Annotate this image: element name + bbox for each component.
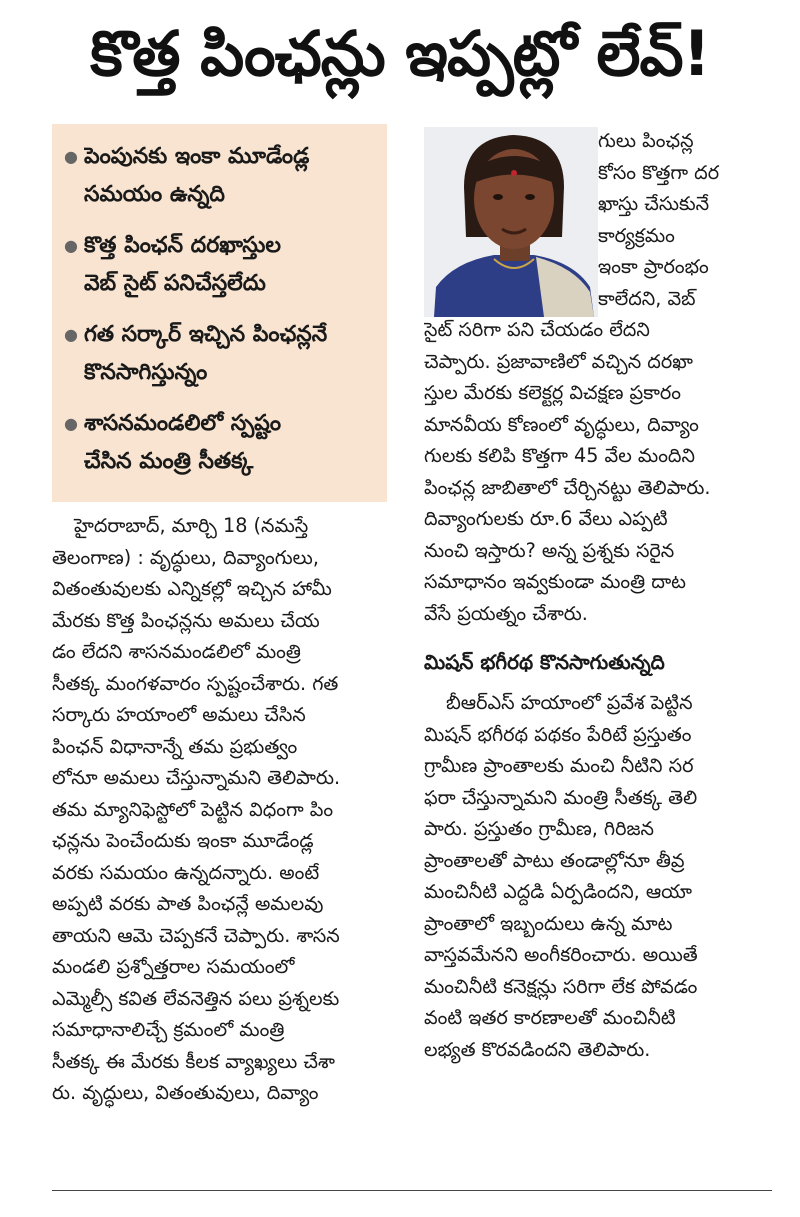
text-line: సమాధానాలిచ్చే క్రమంలో మంత్రి (52, 1018, 285, 1041)
text-line: ప్రాంతాలో ఇబ్బందులు ఉన్న మాట (424, 911, 673, 935)
bullet-icon: ● (64, 325, 78, 344)
highlight-text (84, 138, 309, 214)
text-line: పింఛన్‌ విధానాన్నే తమ ప్రభుత్వం (52, 734, 298, 758)
highlight-text (84, 227, 281, 303)
text-line: మానవీయ కోణంలో వృద్ధులు, దివ్యాం (424, 412, 699, 436)
text-line: సైట్‌ సరిగా పని చేయడం లేదని (424, 318, 650, 341)
right-column-body (424, 314, 770, 629)
text-line: లభ్యత కొరవడిందని తెలిపారు. (424, 1037, 651, 1061)
text-line: ఫరా చేస్తున్నామని మంత్రి సీతక్క తెలి (424, 785, 698, 809)
text-line: గులు పింఛన్ల (598, 129, 694, 152)
text-line: పింఛన్ల జాబితాలో చేర్చినట్టు తెలిపారు. (424, 475, 711, 499)
text-line: వరకు సమయం ఉన్నదన్నారు. అంటే (52, 860, 320, 884)
highlight-text (84, 405, 281, 481)
bullet-icon: ● (64, 414, 78, 433)
bullet-icon: ● (64, 236, 78, 255)
highlight-line: శాసనమండలిలో స్పష్టం (84, 411, 281, 436)
text-line: లోనూ అమలు చేస్తున్నామని తెలిపారు. (52, 766, 341, 789)
right-column (424, 125, 770, 1065)
text-line: మంచినీటి కనెక్షన్లు సరిగా లేక పోవడం (424, 974, 698, 998)
highlight-line: పెంపునకు ఇంకా మూడేండ్ల (84, 144, 310, 169)
text-line: సమాధానం ఇవ్వకుండా మంత్రి దాట (424, 570, 686, 593)
highlight-item (64, 227, 373, 303)
text-line: చెప్పారు. ప్రజావాణిలో వచ్చిన దరఖా (424, 349, 693, 373)
text-line: అప్పటి వరకు పాత పింఛన్లే అమలవు (52, 892, 324, 915)
text-line: సీతక్క ఈ మేరకు కీలక వ్యాఖ్యలు చేశా (52, 1049, 335, 1073)
highlight-line: చేసిన మంత్రి సీతక్క (84, 449, 254, 474)
text-line: ప్రాంతాలతో పాటు తండాల్లోనూ తీవ్ర (424, 848, 685, 872)
text-line: కాలేదని, వెబ్‌ (598, 286, 696, 310)
text-line: వంటి ఇతర కారణాలతో మంచినీటి (424, 1006, 676, 1029)
highlight-text (84, 316, 327, 392)
text-line: వేసే ప్రయత్నం చేశారు. (424, 601, 588, 625)
text-line: ఖాస్తు చేసుకునే (598, 192, 710, 215)
text-line: మిషన్‌ భగీరథ పథకం పేరిటే ప్రస్తుతం (424, 722, 692, 746)
bullet-icon: ● (64, 147, 78, 166)
text-line: డం లేదని శాసనమండలిలో మంత్రి (52, 640, 301, 663)
headline: కొత్త పింఛన్లు ఇప్పట్లో లేవ్‌! (90, 17, 710, 90)
text-line: తాయని ఆమె చెప్పకనే చెప్పారు. శాసన (52, 923, 340, 947)
footer-divider (52, 1190, 772, 1191)
highlights-box (52, 124, 387, 502)
text-line: స్తుల మేరకు కలెక్టర్ల విచక్షణ ప్రకారం (424, 381, 681, 404)
text-line: ఇంకా ప్రారంభం (598, 255, 709, 278)
text-line: హైదరాబాద్‌, మార్చి 18 (నమస్తే (74, 514, 309, 537)
right-column-body-2 (424, 687, 770, 1065)
text-line: తమ మ్యానిఫెస్టోలో పెట్టిన విధంగా పిం (52, 797, 334, 821)
highlight-line: కొత్త పింఛన్‌ దరఖాస్తుల (84, 233, 281, 258)
highlight-line: గత సర్కార్‌ ఇచ్చిన పింఛన్లనే (84, 322, 328, 347)
text-line: కార్యక్రమం (598, 223, 675, 247)
text-line: కోసం కొత్తగా దర (598, 160, 720, 184)
highlight-line: వెబ్‌ సైట్‌ పనిచేస్తలేదు (84, 271, 266, 296)
text-line: వాస్తవమేనని అంగీకరించారు. అయితే (424, 943, 698, 966)
text-line: ఎమ్మెల్సీ కవిత లేవనెత్తిన పలు ప్రశ్నలకు (52, 986, 340, 1010)
text-line: గ్రామీణ ప్రాంతాలకు మంచి నీటిని సర (424, 754, 694, 777)
highlight-item (64, 138, 373, 214)
text-line: సీతక్క మంగళవారం స్పష్టంచేశారు. గత (52, 671, 339, 695)
text-line: దివ్యాంగులకు రూ.6 వేలు ఎప్పటి (424, 507, 668, 530)
text-line: మేరకు కొత్త పింఛన్లను అమలు చేయ (52, 608, 320, 632)
text-line: రు. వృద్ధులు, వితంతువులు, దివ్యాం (52, 1081, 319, 1104)
text-line: వితంతువులకు ఎన్నికల్లో ఇచ్చిన హామీ (52, 577, 332, 600)
highlight-line: సమయం ఉన్నది (84, 182, 225, 207)
right-column-wrap-text (598, 125, 770, 314)
text-line: సర్కారు హయాంలో అమలు చేసిన (52, 703, 306, 726)
highlight-line: కొనసాగిస్తున్నం (84, 360, 208, 385)
text-line: ఛన్లను పెంచేందుకు ఇంకా మూడేండ్ల (52, 829, 314, 852)
text-line: తెలంగాణ) : వృద్ధులు, దివ్యాంగులు, (52, 545, 319, 569)
text-line: నుంచి ఇస్తారు? అన్న ప్రశ్నకు సరైన (424, 538, 675, 562)
highlight-item (64, 316, 373, 392)
subheading: మిషన్‌ భగీరథ కొనసాగుతున్నది (424, 650, 665, 674)
text-line: మంచినీటి ఎద్దడి ఏర్పడిందని, ఆయా (424, 880, 693, 903)
highlight-item (64, 405, 373, 481)
text-line: గులకు కలిపి కొత్తగా 45 వేల మందిని (424, 444, 695, 467)
text-line: మండలి ప్రశ్నోత్తరాల సమయంలో (52, 955, 295, 978)
text-line: పారు. ప్రస్తుతం గ్రామీణ, గిరిజన (424, 817, 654, 840)
left-column (52, 510, 392, 1109)
text-line: బీఆర్‌ఎస్‌ హయాంలో ప్రవేశ పెట్టిన (446, 691, 693, 714)
